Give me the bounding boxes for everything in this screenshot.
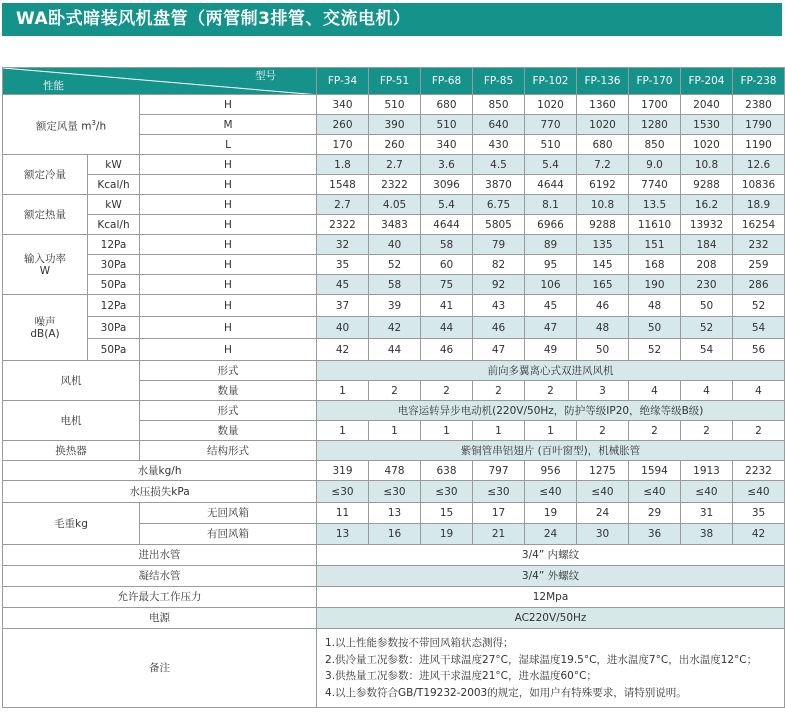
value-cell: 40 <box>369 235 421 255</box>
value-cell: 4 <box>681 381 733 401</box>
value-cell: 2.7 <box>369 155 421 175</box>
value-cell: 4644 <box>525 175 577 195</box>
value-cell: 170 <box>317 135 369 155</box>
value-cell: 4 <box>733 381 785 401</box>
value-cell: 2 <box>629 421 681 441</box>
water-flow-row <box>3 461 785 481</box>
value-cell: 2040 <box>681 95 733 115</box>
unit-cell: 12Pa <box>88 295 140 317</box>
fan-form-label: 形式 <box>140 361 317 381</box>
value-cell: 2322 <box>317 215 369 235</box>
value-cell: 2322 <box>369 175 421 195</box>
value-cell: 10.8 <box>577 195 629 215</box>
value-cell: 1280 <box>629 115 681 135</box>
value-cell: 17 <box>473 503 525 524</box>
value-cell: 3483 <box>369 215 421 235</box>
value-cell: 16254 <box>733 215 785 235</box>
value-cell: 9288 <box>577 215 629 235</box>
value-cell: ≤30 <box>473 481 525 503</box>
value-cell: 49 <box>525 339 577 361</box>
value-cell: 44 <box>421 317 473 339</box>
value-cell: 3870 <box>473 175 525 195</box>
value-cell: 9.0 <box>629 155 681 175</box>
value-cell: 24 <box>525 524 577 545</box>
heating-row-kw <box>3 195 785 215</box>
speed-cell: H <box>140 155 317 175</box>
value-cell: 7740 <box>629 175 681 195</box>
value-cell: 1020 <box>525 95 577 115</box>
model-header: FP-68 <box>421 68 473 95</box>
value-cell: 1530 <box>681 115 733 135</box>
value-cell: 35 <box>733 503 785 524</box>
hex-value: 紫铜管串铝翅片 (百叶窗型)，机械胀管 <box>317 441 785 461</box>
value-cell: 1.8 <box>317 155 369 175</box>
value-cell: 15 <box>421 503 473 524</box>
value-cell: 5.4 <box>525 155 577 175</box>
value-cell: 45 <box>525 295 577 317</box>
value-cell: 145 <box>577 255 629 275</box>
value-cell: 13 <box>317 524 369 545</box>
value-cell: 42 <box>369 317 421 339</box>
speed-cell: H <box>140 175 317 195</box>
value-cell: 3096 <box>421 175 473 195</box>
value-cell: 92 <box>473 275 525 295</box>
value-cell: 770 <box>525 115 577 135</box>
value-cell: 260 <box>369 135 421 155</box>
value-cell: 510 <box>525 135 577 155</box>
spec-label: 允许最大工作压力 <box>3 587 317 608</box>
value-cell: 680 <box>577 135 629 155</box>
value-cell: 24 <box>577 503 629 524</box>
value-cell: 46 <box>577 295 629 317</box>
motor-label: 电机 <box>3 401 140 441</box>
value-cell: ≤30 <box>369 481 421 503</box>
value-cell: 38 <box>681 524 733 545</box>
spec-row-power-supply <box>3 608 785 629</box>
unit-cell: Kcal/h <box>88 215 140 235</box>
value-cell: 2 <box>525 381 577 401</box>
value-cell: 478 <box>369 461 421 481</box>
value-cell: ≤40 <box>733 481 785 503</box>
cooling-label: 额定冷量 <box>3 155 88 195</box>
value-cell: 32 <box>317 235 369 255</box>
value-cell: 13932 <box>681 215 733 235</box>
value-cell: 52 <box>681 317 733 339</box>
value-cell: 2 <box>733 421 785 441</box>
header-row <box>3 68 785 95</box>
value-cell: 89 <box>525 235 577 255</box>
spec-row-pressure <box>3 587 785 608</box>
cooling-row-kw <box>3 155 785 175</box>
value-cell: 1790 <box>733 115 785 135</box>
value-cell: 11610 <box>629 215 681 235</box>
unit-cell: 30Pa <box>88 255 140 275</box>
value-cell: 232 <box>733 235 785 255</box>
value-cell: 47 <box>525 317 577 339</box>
value-cell: 168 <box>629 255 681 275</box>
unit-cell: 50Pa <box>88 339 140 361</box>
value-cell: 75 <box>421 275 473 295</box>
perf-header-label: 性能 <box>43 80 64 92</box>
hex-row <box>3 441 785 461</box>
value-cell: 510 <box>369 95 421 115</box>
value-cell: 2 <box>473 381 525 401</box>
spec-value: 12Mpa <box>317 587 785 608</box>
value-cell: 52 <box>733 295 785 317</box>
value-cell: 46 <box>473 317 525 339</box>
unit-cell: kW <box>88 195 140 215</box>
note-line: 4.以上参数符合GB/T19232-2003的规定，如用户有特殊要求，请特别说明。 <box>325 686 687 699</box>
value-cell: ≤30 <box>421 481 473 503</box>
note-line: 2.供冷量工况参数：进风干球温度27°C，湿球温度19.5°C，进水温度7°C，出水温度12°C； <box>325 653 758 666</box>
unit-cell: 12Pa <box>88 235 140 255</box>
spec-value: 3/4” 外螺纹 <box>317 566 785 587</box>
value-cell: 56 <box>733 339 785 361</box>
model-header: FP-34 <box>317 68 369 95</box>
value-cell: 1 <box>317 421 369 441</box>
power-label: 输入功率 W <box>3 235 88 295</box>
spec-label: 进出水管 <box>3 545 317 566</box>
value-cell: 39 <box>369 295 421 317</box>
value-cell: ≤40 <box>525 481 577 503</box>
value-cell: 31 <box>681 503 733 524</box>
value-cell: 430 <box>473 135 525 155</box>
value-cell: 680 <box>421 95 473 115</box>
value-cell: 18.9 <box>733 195 785 215</box>
value-cell: 48 <box>629 295 681 317</box>
speed-cell: H <box>140 235 317 255</box>
value-cell: 286 <box>733 275 785 295</box>
value-cell: 21 <box>473 524 525 545</box>
value-cell: 1 <box>525 421 577 441</box>
value-cell: 29 <box>629 503 681 524</box>
water-flow-label: 水量kg/h <box>3 461 317 481</box>
value-cell: 54 <box>681 339 733 361</box>
value-cell: 79 <box>473 235 525 255</box>
value-cell: 1 <box>421 421 473 441</box>
value-cell: 135 <box>577 235 629 255</box>
value-cell: 190 <box>629 275 681 295</box>
value-cell: 50 <box>577 339 629 361</box>
value-cell: 956 <box>525 461 577 481</box>
value-cell: 95 <box>525 255 577 275</box>
value-cell: 48 <box>577 317 629 339</box>
value-cell: 4.05 <box>369 195 421 215</box>
value-cell: 10836 <box>733 175 785 195</box>
motor-form-label: 形式 <box>140 401 317 421</box>
value-cell: 42 <box>733 524 785 545</box>
value-cell: 13.5 <box>629 195 681 215</box>
value-cell: 2 <box>421 381 473 401</box>
power-row-12pa <box>3 235 785 255</box>
value-cell: 3 <box>577 381 629 401</box>
water-loss-label: 水压损失kPa <box>3 481 317 503</box>
value-cell: 850 <box>629 135 681 155</box>
unit-cell: 50Pa <box>88 275 140 295</box>
value-cell: 36 <box>629 524 681 545</box>
value-cell: 52 <box>369 255 421 275</box>
value-cell: 45 <box>317 275 369 295</box>
value-cell: 50 <box>681 295 733 317</box>
fan-form-row <box>3 361 785 381</box>
model-header: FP-136 <box>577 68 629 95</box>
value-cell: 2380 <box>733 95 785 115</box>
value-cell: 46 <box>421 339 473 361</box>
cooling-row-kcal <box>3 175 785 195</box>
spec-label: 电源 <box>3 608 317 629</box>
value-cell: 50 <box>629 317 681 339</box>
value-cell: 44 <box>369 339 421 361</box>
value-cell: 35 <box>317 255 369 275</box>
value-cell: 510 <box>421 115 473 135</box>
value-cell: 1548 <box>317 175 369 195</box>
value-cell: 13 <box>369 503 421 524</box>
value-cell: 1 <box>369 421 421 441</box>
value-cell: 58 <box>421 235 473 255</box>
fan-label: 风机 <box>3 361 140 401</box>
value-cell: 5805 <box>473 215 525 235</box>
value-cell: 319 <box>317 461 369 481</box>
fan-form-value: 前向多翼离心式双进风风机 <box>317 361 785 381</box>
noise-row-12pa <box>3 295 785 317</box>
value-cell: 1020 <box>577 115 629 135</box>
value-cell: 2.7 <box>317 195 369 215</box>
value-cell: 1913 <box>681 461 733 481</box>
value-cell: 1275 <box>577 461 629 481</box>
speed-cell: H <box>140 339 317 361</box>
unit-cell: 30Pa <box>88 317 140 339</box>
speed-cell: L <box>140 135 317 155</box>
value-cell: 16.2 <box>681 195 733 215</box>
value-cell: 1700 <box>629 95 681 115</box>
spec-row-inlet <box>3 545 785 566</box>
notes-label: 备注 <box>3 629 317 708</box>
weight-sub-label: 无回风箱 <box>140 503 317 524</box>
value-cell: 2232 <box>733 461 785 481</box>
fan-qty-label: 数量 <box>140 381 317 401</box>
value-cell: 4.5 <box>473 155 525 175</box>
value-cell: 1 <box>317 381 369 401</box>
power-row-30pa <box>3 255 785 275</box>
value-cell: 6192 <box>577 175 629 195</box>
power-row-50pa <box>3 275 785 295</box>
speed-cell: H <box>140 295 317 317</box>
value-cell: 850 <box>473 95 525 115</box>
value-cell: 184 <box>681 235 733 255</box>
value-cell: 2 <box>369 381 421 401</box>
value-cell: 58 <box>369 275 421 295</box>
value-cell: 797 <box>473 461 525 481</box>
motor-qty-label: 数量 <box>140 421 317 441</box>
value-cell: 230 <box>681 275 733 295</box>
page-title: WA卧式暗装风机盘管（两管制3排管、交流电机） <box>16 9 411 29</box>
motor-form-row <box>3 401 785 421</box>
value-cell: 4644 <box>421 215 473 235</box>
weight-label: 毛重kg <box>3 503 140 545</box>
value-cell: 208 <box>681 255 733 275</box>
motor-form-value: 电容运转异步电动机(220V/50Hz，防护等级IP20，绝缘等级B级) <box>317 401 785 421</box>
value-cell: 47 <box>473 339 525 361</box>
spec-row-condensate <box>3 566 785 587</box>
airflow-row-h <box>3 95 785 115</box>
value-cell: 106 <box>525 275 577 295</box>
header-corner-cell <box>3 68 317 95</box>
value-cell: 11 <box>317 503 369 524</box>
value-cell: 340 <box>421 135 473 155</box>
speed-cell: H <box>140 95 317 115</box>
value-cell: 19 <box>525 503 577 524</box>
notes-text <box>317 629 785 708</box>
noise-row-30pa <box>3 317 785 339</box>
airflow-label: 额定风量 $m^3/h$ <box>3 95 140 155</box>
model-header: FP-238 <box>733 68 785 95</box>
unit-cell: Kcal/h <box>88 175 140 195</box>
value-cell: 10.8 <box>681 155 733 175</box>
value-cell: 30 <box>577 524 629 545</box>
value-cell: 37 <box>317 295 369 317</box>
model-header: FP-170 <box>629 68 681 95</box>
spec-value: 3/4” 内螺纹 <box>317 545 785 566</box>
value-cell: 1 <box>473 421 525 441</box>
value-cell: ≤40 <box>577 481 629 503</box>
value-cell: 12.6 <box>733 155 785 175</box>
value-cell: 8.1 <box>525 195 577 215</box>
value-cell: 1594 <box>629 461 681 481</box>
notes-row <box>3 629 785 708</box>
value-cell: 1190 <box>733 135 785 155</box>
value-cell: ≤40 <box>681 481 733 503</box>
weight-sub-label: 有回风箱 <box>140 524 317 545</box>
value-cell: 3.6 <box>421 155 473 175</box>
water-loss-row <box>3 481 785 503</box>
model-header-label: 型号 <box>255 70 277 82</box>
value-cell: 60 <box>421 255 473 275</box>
value-cell: 7.2 <box>577 155 629 175</box>
title-banner <box>2 3 782 36</box>
value-cell: 2 <box>577 421 629 441</box>
heating-label: 额定热量 <box>3 195 88 235</box>
speed-cell: H <box>140 195 317 215</box>
note-line: 1.以上性能参数按不带回风箱状态测得； <box>325 637 514 649</box>
value-cell: ≤40 <box>629 481 681 503</box>
noise-row-50pa <box>3 339 785 361</box>
model-header: FP-102 <box>525 68 577 95</box>
value-cell: 4 <box>629 381 681 401</box>
value-cell: 41 <box>421 295 473 317</box>
value-cell: 42 <box>317 339 369 361</box>
value-cell: 390 <box>369 115 421 135</box>
model-header: FP-85 <box>473 68 525 95</box>
value-cell: 2 <box>681 421 733 441</box>
spec-table <box>2 67 785 708</box>
weight-row-no-box <box>3 503 785 524</box>
value-cell: 638 <box>421 461 473 481</box>
value-cell: 6966 <box>525 215 577 235</box>
spec-value: AC220V/50Hz <box>317 608 785 629</box>
value-cell: 5.4 <box>421 195 473 215</box>
noise-label: 噪声 dB(A) <box>3 295 88 361</box>
model-header: FP-204 <box>681 68 733 95</box>
value-cell: 40 <box>317 317 369 339</box>
hex-label: 换热器 <box>3 441 140 461</box>
value-cell: 52 <box>629 339 681 361</box>
value-cell: 151 <box>629 235 681 255</box>
spec-label: 凝结水管 <box>3 566 317 587</box>
hex-sub-label: 结构形式 <box>140 441 317 461</box>
value-cell: 340 <box>317 95 369 115</box>
heating-row-kcal <box>3 215 785 235</box>
value-cell: 19 <box>421 524 473 545</box>
value-cell: 260 <box>317 115 369 135</box>
value-cell: 43 <box>473 295 525 317</box>
value-cell: 9288 <box>681 175 733 195</box>
value-cell: 640 <box>473 115 525 135</box>
unit-cell: kW <box>88 155 140 175</box>
speed-cell: M <box>140 115 317 135</box>
value-cell: 82 <box>473 255 525 275</box>
value-cell: 1020 <box>681 135 733 155</box>
speed-cell: H <box>140 317 317 339</box>
value-cell: 54 <box>733 317 785 339</box>
value-cell: 165 <box>577 275 629 295</box>
value-cell: 1360 <box>577 95 629 115</box>
value-cell: 259 <box>733 255 785 275</box>
value-cell: 16 <box>369 524 421 545</box>
model-header: FP-51 <box>369 68 421 95</box>
speed-cell: H <box>140 275 317 295</box>
note-line: 3.供热量工况参数：进风干求温度21°C，进水温度60°C； <box>325 670 597 682</box>
speed-cell: H <box>140 215 317 235</box>
value-cell: 6.75 <box>473 195 525 215</box>
value-cell: ≤30 <box>317 481 369 503</box>
speed-cell: H <box>140 255 317 275</box>
